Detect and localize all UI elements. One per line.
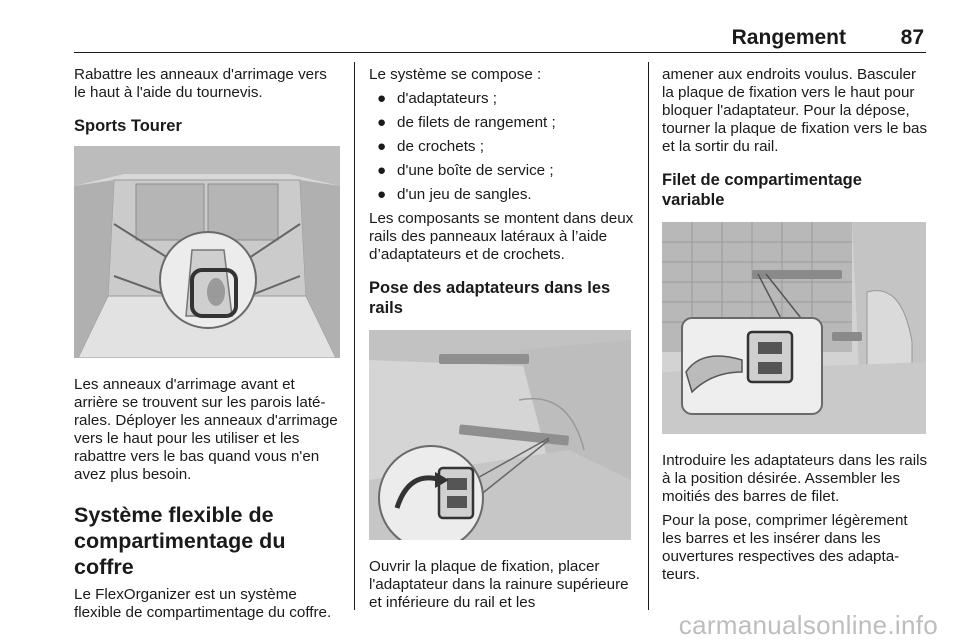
bullet-icon: ● <box>377 186 387 203</box>
intro-paragraph: Rabattre les anneaux d'arrimage vers le haut à l'aide du tournevis. <box>74 66 327 101</box>
bullet-icon: ● <box>377 90 387 107</box>
chapter-title: Rangement <box>731 26 846 49</box>
column-2 <box>369 66 635 612</box>
components-list <box>369 90 635 204</box>
page-header <box>74 0 926 53</box>
heading-pose-adaptateurs: Pose des adaptateurs dans les rails <box>369 279 611 317</box>
column-1 <box>74 66 340 622</box>
introduire-paragraph: Introduire les adaptateurs dans les rails à la position désirée. Assembler les moitiés des barres de filet. <box>662 452 928 505</box>
net-adapter-illustration <box>662 222 926 434</box>
list-item: ● d'une boîte de service ; <box>377 162 554 179</box>
flexorganizer-paragraph: Le FlexOrganizer est un système flexible de compartimentage du coffre. <box>74 586 332 621</box>
list-item: ● d'un jeu de sangles. <box>377 186 532 203</box>
column-divider-2 <box>648 62 649 610</box>
list-item: ● d'adaptateurs ; <box>377 90 498 107</box>
heading-sports-tourer: Sports Tourer <box>74 117 182 135</box>
system-intro: Le système se compose : <box>369 66 542 83</box>
trunk-tie-down-illustration <box>74 146 340 358</box>
components-paragraph: Les composants se montent dans deux rails des panneaux latéraux à l’aide d’adaptateurs et de crochets. <box>369 210 634 263</box>
bullet-icon: ● <box>377 162 387 179</box>
adapter-rail-illustration <box>369 330 631 540</box>
ouvrir-paragraph: Ouvrir la plaque de fixation, placer l'adaptateur dans la rainure supérieure et inférieure du rail et les <box>369 558 629 611</box>
site-watermark: carmanualsonline.info <box>678 610 938 640</box>
heading-flexible-system: Système flexible de compartimentage du coffre <box>74 503 286 579</box>
column-divider-1 <box>354 62 355 610</box>
page-number: 87 <box>900 26 924 49</box>
column-3 <box>662 66 928 584</box>
bullet-icon: ● <box>377 138 387 155</box>
amener-paragraph: amener aux endroits voulus. Basculer la plaque de fixation vers le haut pour bloquer l'adaptateur. Pour la dépose, tourner la plaque de fixation vers le bas et la sortir du rail. <box>662 66 928 155</box>
bullet-icon: ● <box>377 114 387 131</box>
pose-barres-paragraph: Pour la pose, comprimer légèrement les barres et les insérer dans les ouvertures respectives des adaptateurs. <box>662 512 908 583</box>
list-item: ● de filets de rangement ; <box>377 114 556 131</box>
heading-filet: Filet de compartimentage variable <box>662 171 862 209</box>
tie-down-paragraph: Les anneaux d'arrimage avant et arrière se trouvent sur les parois latérales. Déployer les anneaux d'arrimage vers le haut pour les utiliser et les rabattre vers le bas quand vous n'en avez plus besoin. <box>74 376 338 483</box>
list-item: ● de crochets ; <box>377 138 484 155</box>
